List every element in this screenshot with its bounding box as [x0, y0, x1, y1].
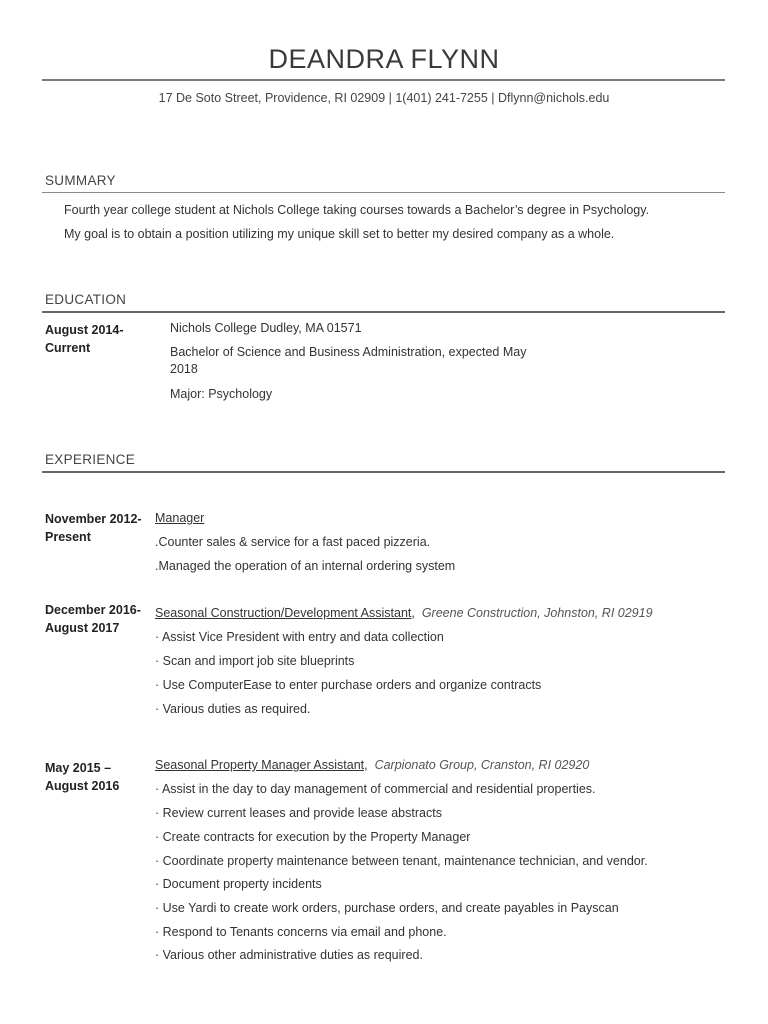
experience-divider [42, 471, 725, 473]
education-heading: EDUCATION [45, 292, 127, 307]
job-bullet: · Scan and import job site blueprints [155, 654, 355, 668]
job-title-line [155, 758, 589, 772]
job-title-line [155, 606, 653, 620]
job-bullet: · Review current leases and provide lease abstracts [155, 806, 442, 820]
contact-info: 17 De Soto Street, Providence, RI 02909 | 1(401) 241-7255 | Dflynn@nichols.edu [158, 91, 610, 105]
job-date [45, 601, 141, 637]
job-title-line [155, 511, 204, 525]
job-title: Seasonal Construction/Development Assistant [155, 606, 412, 620]
education-date-start: August 2014- [45, 323, 124, 337]
job-company: Greene Construction, Johnston, RI 02919 [421, 606, 653, 620]
summary-divider [42, 192, 725, 193]
education-date [45, 321, 124, 357]
education-degree-year: 2018 [170, 362, 198, 376]
job-company: Carpionato Group, Cranston, RI 02920 [374, 758, 590, 772]
job-bullet: · Coordinate property maintenance between tenant, maintenance technician, and vendor. [155, 854, 648, 868]
education-date-end: Current [45, 341, 91, 355]
summary-line: Fourth year college student at Nichols College taking courses towards a Bachelor’s degree in Psychology. [64, 203, 650, 217]
job-bullet: .Counter sales & service for a fast paced pizzeria. [155, 535, 431, 549]
job-bullet: · Document property incidents [155, 877, 322, 891]
summary-heading: SUMMARY [45, 173, 116, 188]
job-bullet: · Create contracts for execution by the Property Manager [155, 830, 471, 844]
job-title-suffix: , [411, 606, 415, 620]
resume-name: DEANDRA FLYNN [268, 44, 500, 74]
job-bullet: · Various duties as required. [155, 702, 311, 716]
job-date-start: December 2016- [45, 603, 141, 617]
job-bullet: · Use Yardi to create work orders, purchase orders, and create payables in Payscan [155, 901, 619, 915]
education-divider [42, 311, 725, 313]
job-title: Manager [155, 511, 205, 525]
job-bullet: · Use ComputerEase to enter purchase orders and organize contracts [155, 678, 542, 692]
education-major: Major: Psychology [170, 387, 273, 401]
job-date [45, 759, 119, 795]
job-bullet: .Managed the operation of an internal ordering system [155, 559, 456, 573]
job-bullet: · Assist Vice President with entry and data collection [155, 630, 444, 644]
job-title: Seasonal Property Manager Assistant, [155, 758, 368, 772]
job-date [45, 510, 142, 546]
job-date-end: Present [45, 530, 91, 544]
job-bullet: · Assist in the day to day management of commercial and residential properties. [155, 782, 596, 796]
job-date-end: August 2017 [45, 621, 120, 635]
job-bullet: · Various other administrative duties as required. [155, 948, 423, 962]
job-date-start: November 2012- [45, 512, 142, 526]
header-divider [42, 79, 725, 81]
job-date-start: May 2015 – [45, 761, 112, 775]
education-degree: Bachelor of Science and Business Administration, expected May [170, 345, 527, 359]
summary-line: My goal is to obtain a position utilizing my unique skill set to better my desired company as a whole. [64, 227, 615, 241]
experience-heading: EXPERIENCE [45, 452, 136, 467]
education-school: Nichols College Dudley, MA 01571 [170, 321, 362, 335]
job-date-end: August 2016 [45, 779, 120, 793]
job-bullet: · Respond to Tenants concerns via email and phone. [155, 925, 447, 939]
